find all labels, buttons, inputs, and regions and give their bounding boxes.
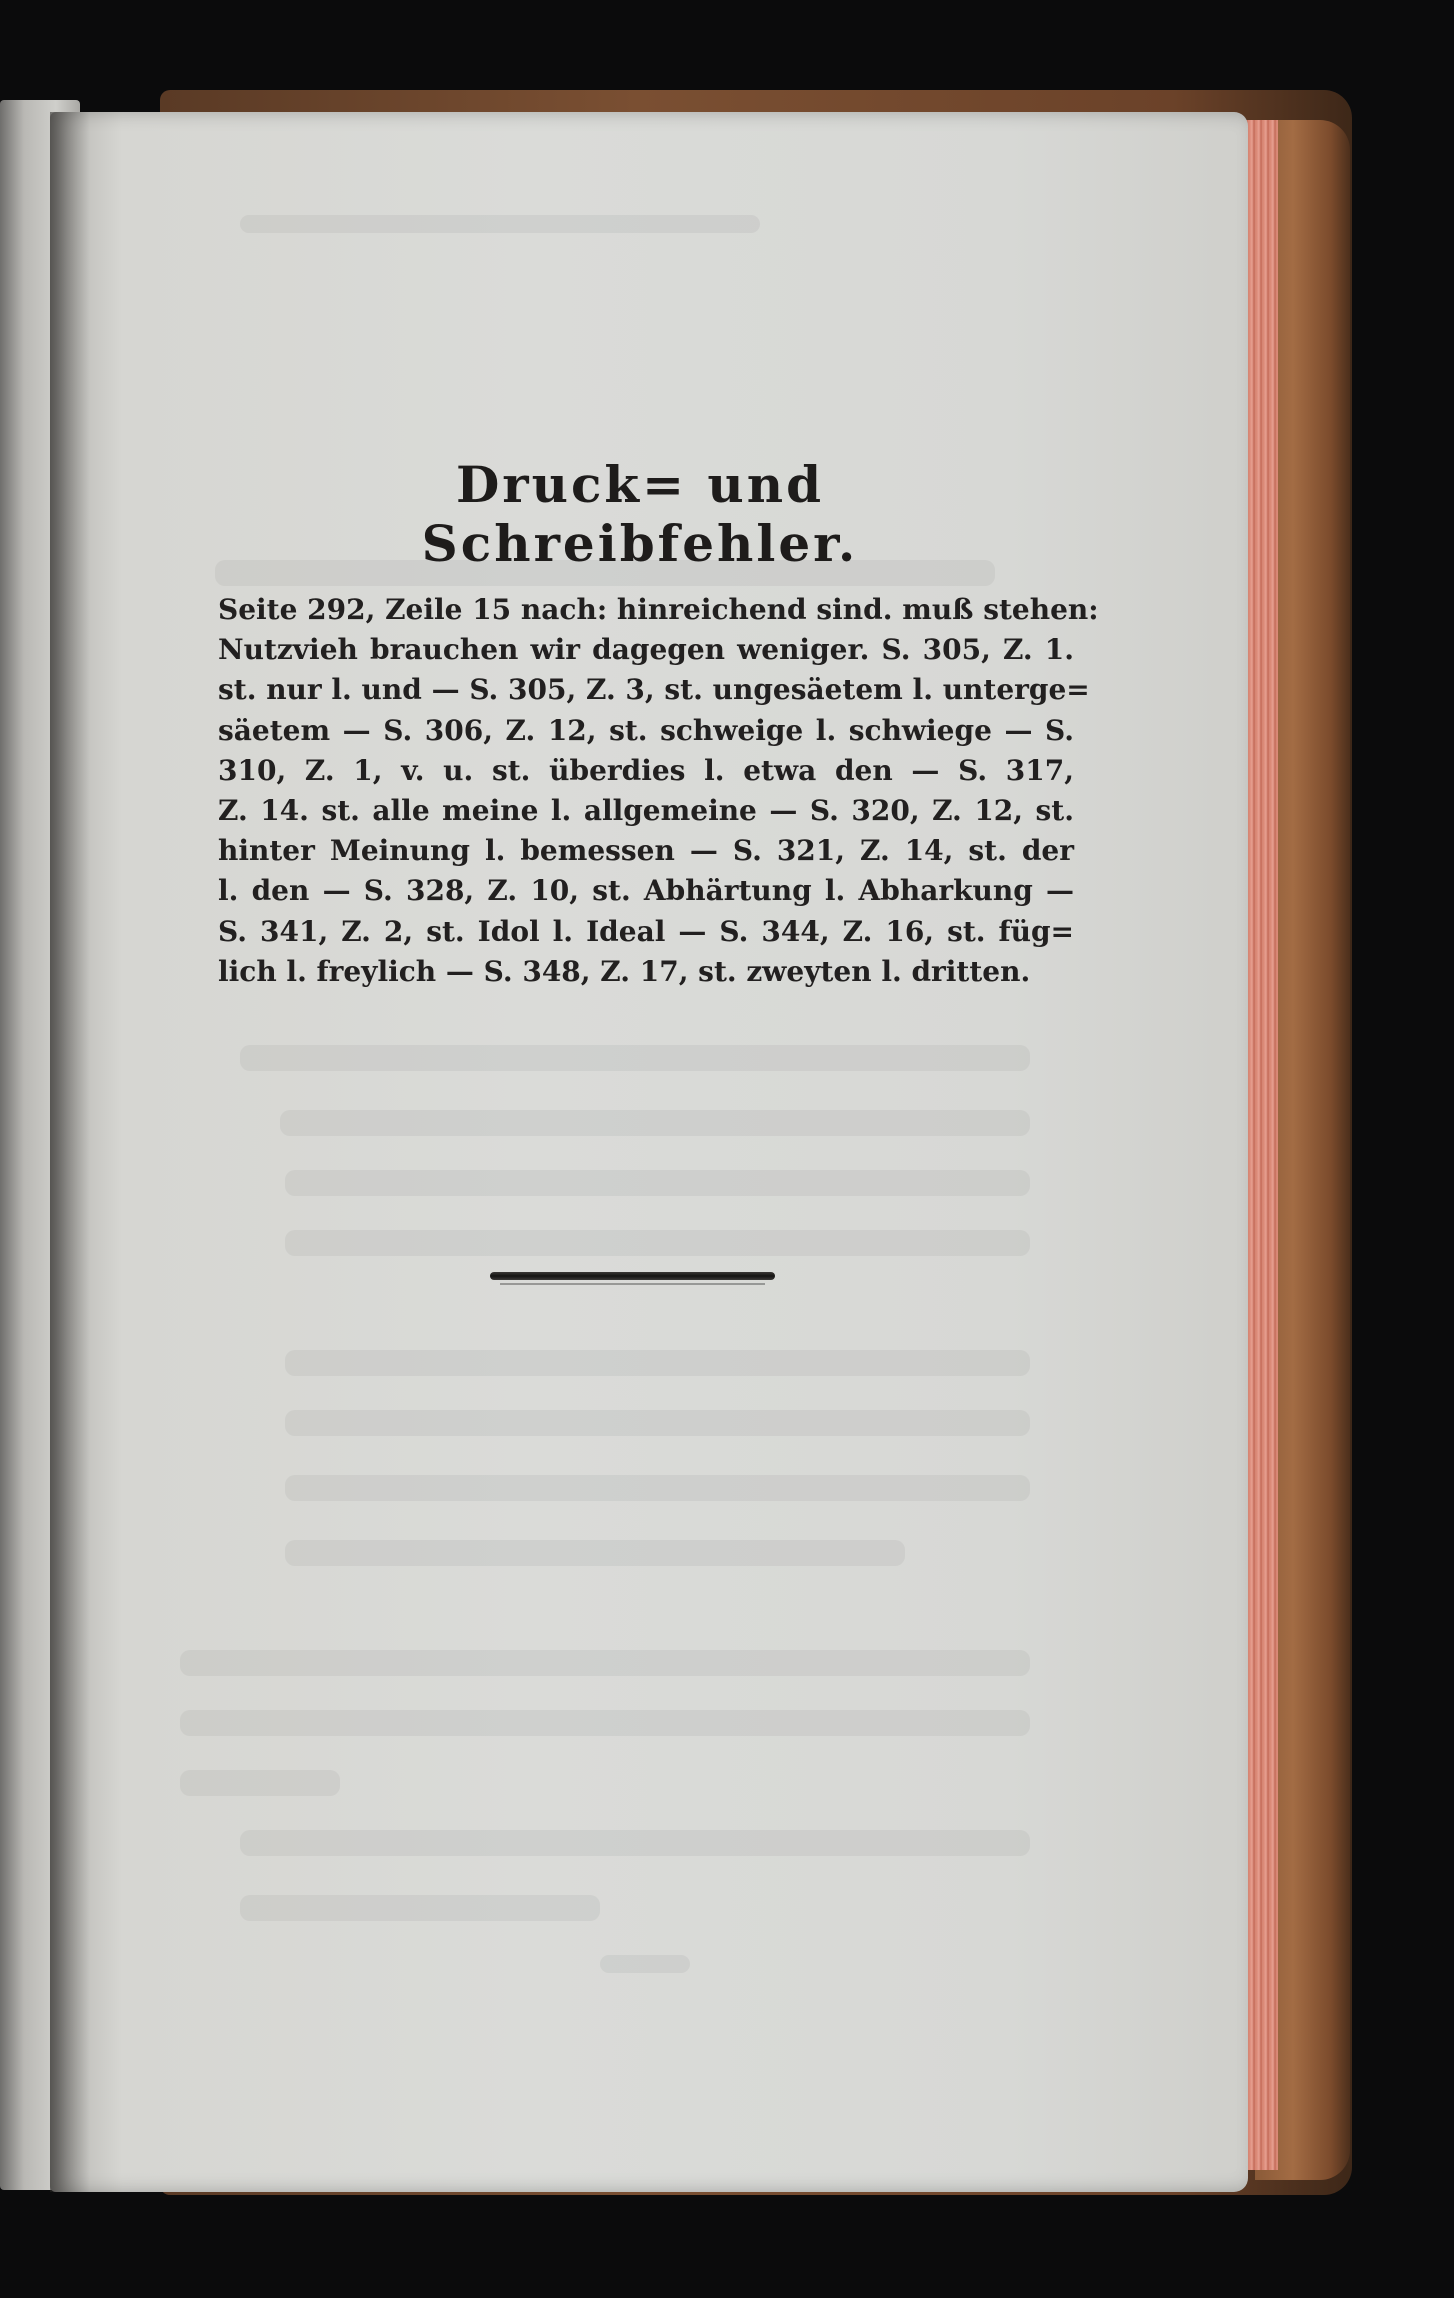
gutter-shadow (50, 112, 90, 2192)
errata-line: l. den — S. 328, Z. 10, st. Abhärtung l. Abharkung — (218, 874, 1074, 908)
decorative-rule (490, 1272, 775, 1280)
errata-line: hinter Meinung l. bemessen — S. 321, Z. 14, st. der (218, 834, 1074, 868)
book-page (50, 112, 1248, 2192)
errata-paragraph (218, 590, 1099, 992)
errata-line: 310, Z. 1, v. u. st. überdies l. etwa den — S. 317, (218, 753, 1074, 787)
errata-line: Nutzvieh brauchen wir dagegen weniger. S. 305, Z. 1. (218, 633, 1074, 667)
errata-line: Seite 292, Zeile 15 nach: hinreichend sind. muß stehen: (218, 593, 1099, 626)
errata-line: S. 341, Z. 2, st. Idol l. Ideal — S. 344, Z. 16, st. füg= (218, 914, 1074, 948)
errata-line: säetem — S. 306, Z. 12, st. schweige l. schwiege — S. (218, 713, 1074, 747)
errata-line: st. nur l. und — S. 305, Z. 3, st. ungesäetem l. unterge= (218, 673, 1090, 707)
page-title: Druck= und Schreibfehler. (421, 455, 859, 573)
errata-line: lich l. freylich — S. 348, Z. 17, st. zweyten l. dritten. (218, 954, 1031, 988)
errata-line: Z. 14. st. alle meine l. allgemeine — S. 320, Z. 12, st. (218, 794, 1074, 828)
decorative-rule-shadow (500, 1283, 765, 1285)
